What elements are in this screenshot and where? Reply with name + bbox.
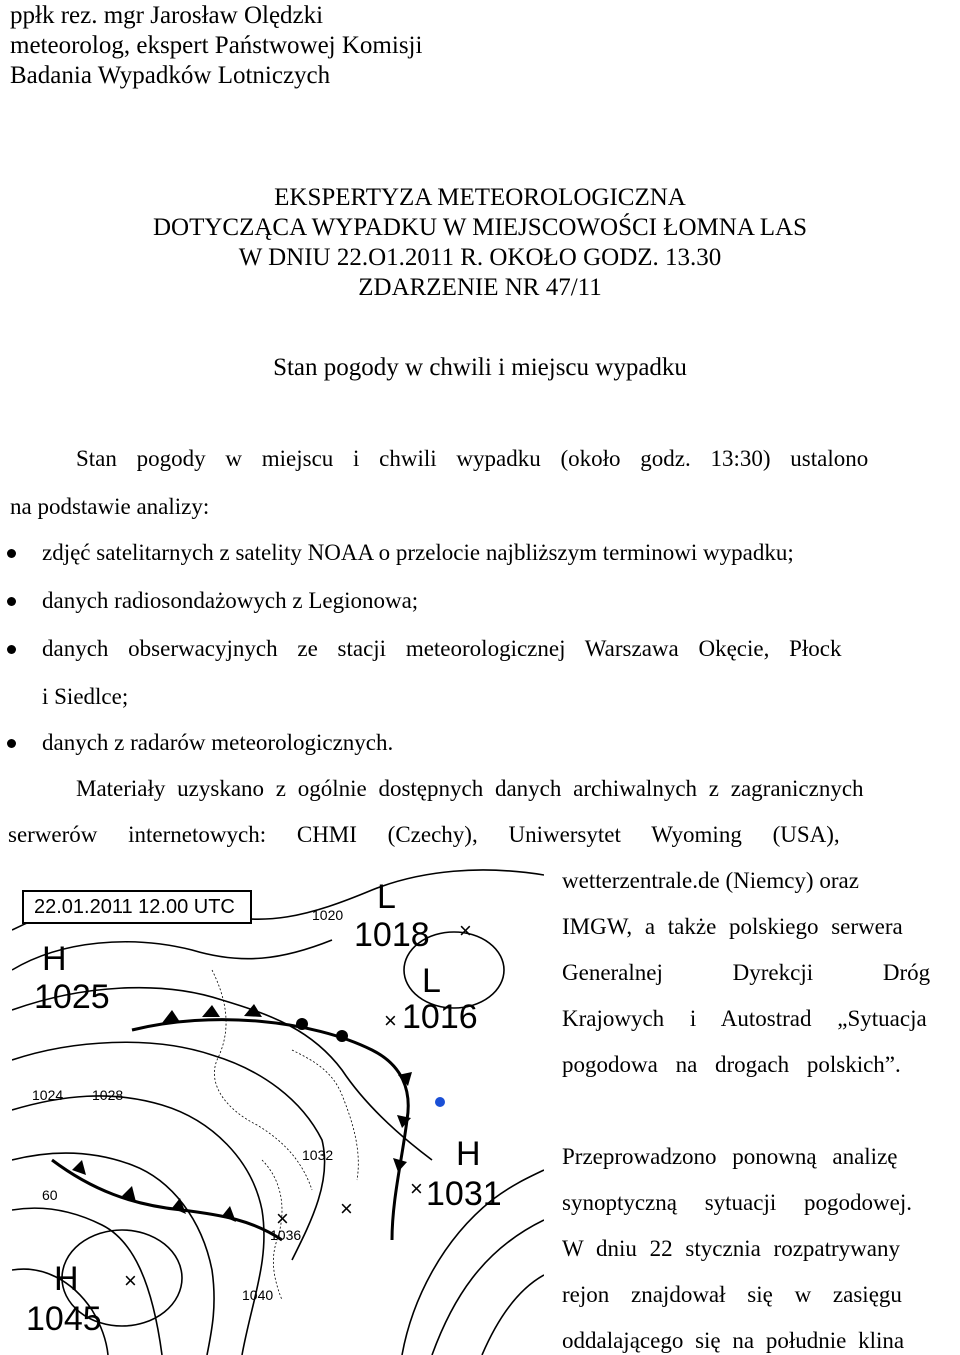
high-pressure-label: H [42,940,67,978]
synoptic-map-drawing [12,860,544,1355]
right-column-line-2: IMGW, a także polskiego serwera [562,914,903,939]
author-line: ppłk rez. mgr Jarosław Olędzki [10,2,324,29]
right-column-line-4: Krajowych i Autostrad „Sytuacja [562,1006,927,1031]
right-column-line-9: rejon znajdował się w zasięgu [562,1282,902,1307]
synoptic-map [12,860,544,1355]
document-title-line-1: EKSPERTYZA METEOROLOGICZNA [274,184,686,211]
bullet-item-3-continuation: i Siedlce; [42,684,129,709]
author-role-line: meteorolog, ekspert Państwowej Komisji [10,32,423,59]
right-column-line-5: pogodowa na drogach polskich”. [562,1052,901,1077]
low-pressure-label: L [422,962,441,1000]
isobar-label: 1028 [92,1087,124,1103]
svg-text:×: × [410,1176,423,1201]
low-pressure-label: L [377,878,396,916]
document-title-line-4: ZDARZENIE NR 47/11 [358,274,602,301]
isobar-label: 1020 [312,907,344,923]
pressure-value-label: 1016 [402,998,478,1036]
pressure-value-label: 1018 [354,916,430,954]
svg-text:×: × [340,1196,353,1221]
high-pressure-label: H [54,1260,79,1298]
intro-line-1: Stan pogody w miejscu i chwili wypadku (około godz. 13:30) ustalono [76,446,869,471]
pressure-value-label: 1045 [26,1300,102,1338]
right-column-line-8: W dniu 22 stycznia rozpatrywany [562,1236,900,1261]
section-heading: Stan pogody w chwili i miejscu wypadku [273,354,687,381]
right-column-line-1 [562,868,958,894]
author-commission-line: Badania Wypadków Lotniczych [10,62,331,89]
bullet-dot [7,739,16,748]
right-column-line-6: Przeprowadzono ponowną analizę [562,1144,898,1169]
bullet-dot [7,597,16,606]
right-column-line-10: oddalającego się na południe klina [562,1328,905,1353]
bullet-item-1: zdjęć satelitarnych z satelity NOAA o przelocie najbliższym terminowi wypadku; [42,540,794,565]
isobar-label: 1024 [32,1087,64,1103]
isobar-label: 1036 [270,1227,302,1243]
isobar-label: 1040 [242,1287,274,1303]
isobar-label: 60 [42,1187,58,1203]
bullet-item-4: danych z radarów meteorologicznych. [42,730,394,755]
bullet-dot [7,549,16,558]
right-column-line-3: Generalnej Dyrekcji Dróg [562,960,931,985]
para2-line-2: serwerów internetowych: CHMI (Czechy), Uniwersytet Wyoming (USA), [8,822,840,847]
high-pressure-label: H [456,1135,481,1173]
svg-text:×: × [124,1268,137,1293]
document-title-line-3: W DNIU 22.O1.2011 R. OKOŁO GODZ. 13.30 [238,244,722,271]
right-column-text: wetterzentrale.de (Niemcy) oraz [562,868,859,893]
svg-text:×: × [276,1206,289,1231]
document-title-line-2: DOTYCZĄCA WYPADKU W MIEJSCOWOŚCI ŁOMNA LAS [152,214,807,241]
svg-text:×: × [384,1008,397,1033]
intro-line-2: na podstawie analizy: [10,494,210,519]
para2-line-1: Materiały uzyskano z ogólnie dostępnych danych archiwalnych z zagranicznych [76,776,864,801]
pressure-value-label: 1025 [34,978,110,1016]
right-column-line-7: synoptyczną sytuacji pogodowej. [562,1190,912,1215]
map-date-caption: 22.01.2011 12.00 UTC [22,890,252,924]
pressure-value-label: 1031 [426,1175,502,1213]
svg-text:×: × [459,918,472,943]
bullet-item-2: danych radiosondażowych z Legionowa; [42,588,419,613]
bullet-dot [7,645,16,654]
bullet-item-3: danych obserwacyjnych ze stacji meteorologicznej Warszawa Okęcie, Płock [42,636,842,661]
isobar-label: 1032 [302,1147,334,1163]
